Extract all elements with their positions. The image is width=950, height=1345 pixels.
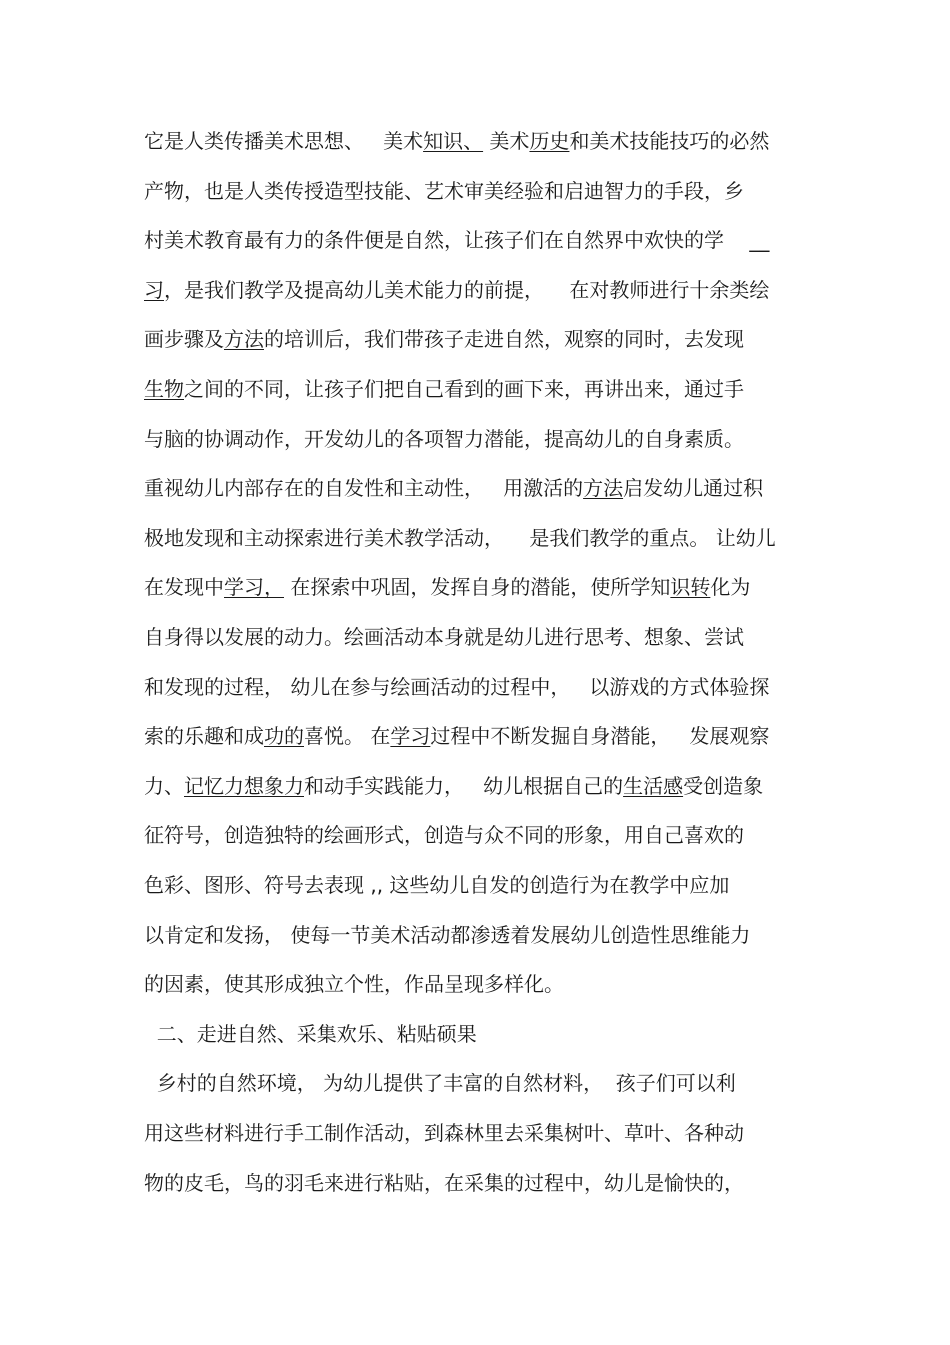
text-run: 物的皮毛，鸟的羽毛来进行粘贴，在采集的过程中，幼儿是愉快的， [144,1170,744,1195]
text-run: 过程中不断发掘自身潜能， 发展观察 [430,724,770,749]
body-text-line [144,771,763,801]
text-run: 产物，也是人类传授造型技能、艺术审美经验和启迪智力的手段，乡 [144,178,744,203]
text-run: 极地发现和主动探索进行美术教学活动， 是我们教学的重点。 让幼儿 [144,525,776,550]
underlined-term: 识转 [670,575,711,600]
body-text-line [144,820,744,850]
body-text-line [144,969,564,999]
body-text-line [144,1168,744,1198]
underlined-term: 方法 [583,476,624,501]
underlined-term: 知识、 [423,129,484,153]
body-text-line [144,622,744,652]
text-run: 喜悦。 在 [304,724,391,749]
body-text-line [144,523,776,553]
text-run: ，是我们教学及提高幼儿美术能力的前提， 在对教师进行十余类绘 [164,277,770,302]
body-text-line [144,572,750,602]
text-run: 与脑的协调动作，开发幼儿的各项智力潜能，提高幼儿的自身素质。 [144,426,744,451]
underlined-term: 功的 [264,724,304,749]
text-run: 索的乐趣和成 [144,724,264,749]
text-run: 美术 [483,129,530,153]
body-text-line [144,275,769,305]
body-text-line [144,672,769,702]
text-run: 受创造象 [683,773,764,798]
body-text-line [144,1118,744,1148]
text-run: 二、走进自然、采集欢乐、粘贴硕果 [144,1021,477,1046]
text-run: 和动手实践能力， 幼儿根据自己的 [304,773,624,798]
text-run: 在探索中巩固，发挥自身的潜能，使所学知 [284,575,671,600]
text-run: 的培训后，我们带孩子走进自然，观察的同时，去发现 [264,327,744,352]
body-text-line [144,324,744,354]
text-run: 用这些材料进行手工制作活动，到森林里去采集树叶、草叶、各种动 [144,1121,744,1145]
body-text-line [144,920,750,950]
text-run: 力、 [144,773,184,798]
text-run: 和美术技能技巧的必然 [569,129,770,153]
text-run: 村美术教育最有力的条件便是自然，让孩子们在自然界中欢快的学 __ [144,228,770,253]
text-run: 启发幼儿通过积 [623,476,764,501]
body-text-line [144,473,763,503]
underlined-term: 习 [144,277,164,302]
text-run: 在发现中 [144,575,224,600]
underlined-term: 方法 [224,327,264,352]
body-text-line [144,225,769,255]
body-text-line [144,1068,736,1098]
text-run: 征符号，创造独特的绘画形式，创造与众不同的形象，用自己喜欢的 [144,823,744,848]
body-text-line [144,374,744,404]
body-text-line [144,870,729,900]
text-run: 之间的不同，让孩子们把自己看到的画下来，再讲出来，通过手 [184,377,744,401]
text-run: 它是人类传播美术思想、 美术 [144,129,424,153]
underlined-term: 生物 [144,377,184,401]
body-text-line [144,424,744,454]
text-run: 的因素，使其形成独立个性，作品呈现多样化。 [144,972,564,997]
body-text-line [144,1019,477,1049]
underlined-term: 学习 [390,724,431,749]
body-text-line [144,126,769,156]
underlined-term: 历史 [529,129,570,153]
body-text-line [144,721,769,751]
text-run: 化为 [710,575,751,600]
underlined-term: 生活感 [623,773,684,798]
text-run: 自身得以发展的动力。绘画活动本身就是幼儿进行思考、想象、尝试 [144,625,744,649]
underlined-term: 学习， [224,575,284,600]
text-run: 画步骤及 [144,327,224,352]
text-run: 乡村的自然环境， 为幼儿提供了丰富的自然材料， 孩子们可以利 [144,1071,736,1096]
text-run: 以肯定和发扬， 使每一节美术活动都渗透着发展幼儿创造性思维能力 [144,922,751,947]
underlined-term: 记忆力想象力 [184,773,304,798]
text-run: 和发现的过程， 幼儿在参与绘画活动的过程中， 以游戏的方式体验探 [144,674,770,699]
text-run: 色彩、图形、符号去表现 ,, 这些幼儿自发的创造行为在教学中应加 [144,873,730,897]
text-run: 重视幼儿内部存在的自发性和主动性， 用激活的 [144,476,584,501]
body-text-line [144,176,744,206]
